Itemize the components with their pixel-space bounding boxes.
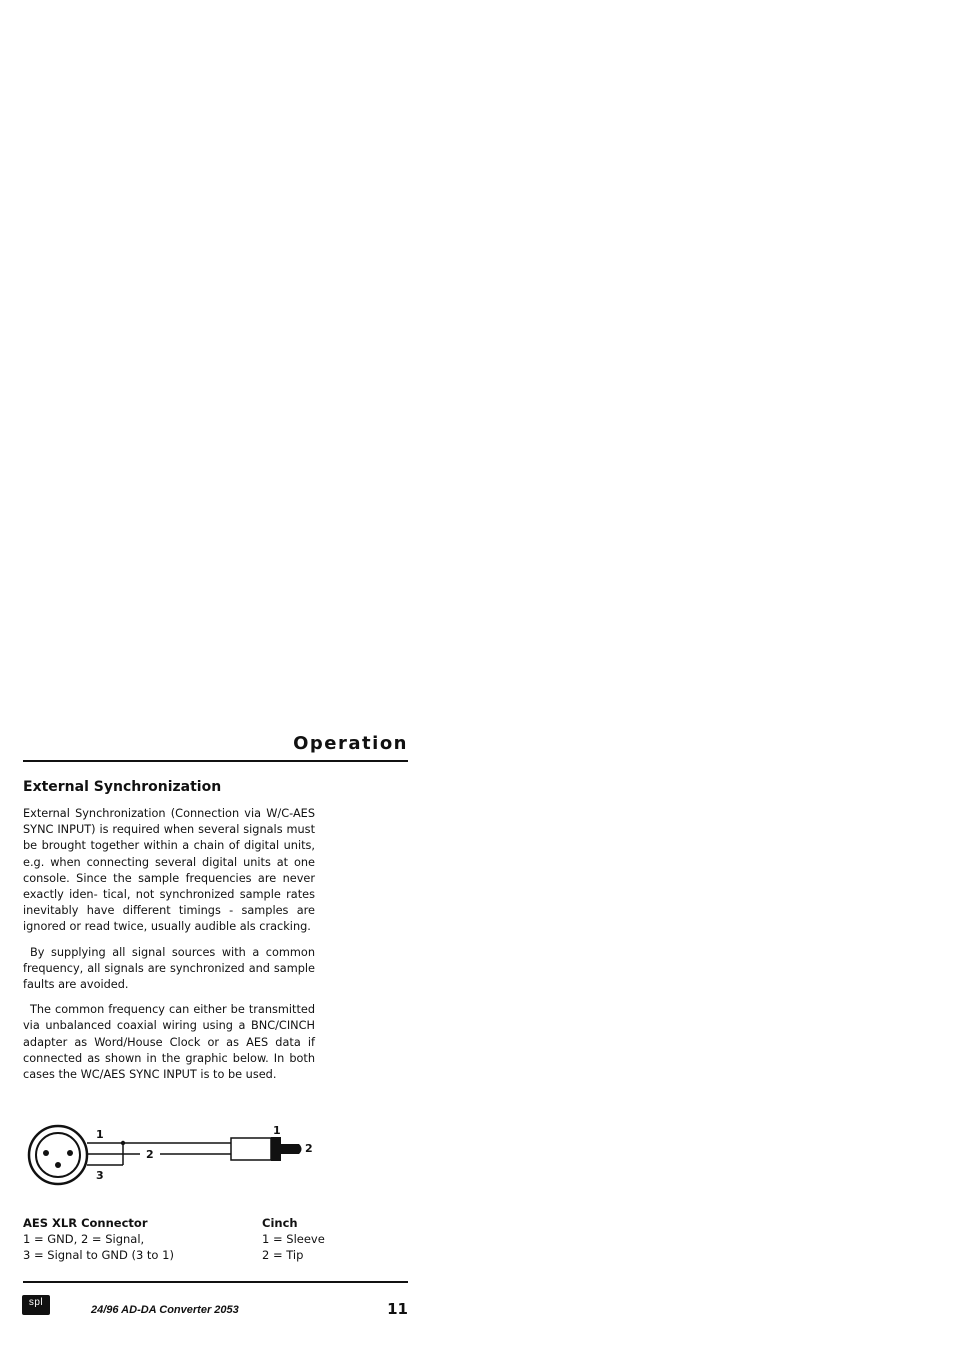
page-number: 11: [387, 1300, 408, 1318]
xlr-legend-line: 3 = Signal to GND (3 to 1): [23, 1248, 174, 1262]
xlr-legend: [23, 1215, 174, 1263]
xlr-pin-3-label: 3: [96, 1169, 104, 1182]
cinch-pin-1-label: 1: [273, 1124, 281, 1137]
xlr-legend-line: 1 = GND, 2 = Signal,: [23, 1232, 145, 1246]
xlr-pin-2-label: 2: [146, 1148, 154, 1161]
body-text: [23, 806, 315, 1092]
paragraph: External Synchronization (Connection via W/C-AES SYNC INPUT) is required when several signals must be brought together within a chain of digital units, e.g. when connecting several digital units at one console. Since the sample frequencies are never exactly iden- tical, not synchronized sample rates inevitably have different timings - samples are ignored or read twice, usually audible als cracking.: [23, 807, 315, 934]
junction-dot: [121, 1141, 125, 1145]
cinch-legend-line: 1 = Sleeve: [262, 1232, 325, 1246]
xlr-pin-dot: [67, 1150, 73, 1156]
spl-logo: [22, 1295, 50, 1315]
product-name: 24/96 AD-DA Converter 2053: [91, 1304, 239, 1316]
footer-rule: [23, 1281, 408, 1283]
logo-text: spl: [28, 1297, 44, 1308]
xlr-connector-icon: [29, 1126, 87, 1184]
cinch-plug-icon: [231, 1137, 302, 1161]
page-section-title: Operation: [293, 733, 408, 754]
xlr-legend-title: AES XLR Connector: [23, 1216, 148, 1230]
paragraph: By supplying all signal sources with a common frequency, all signals are synchronized and sample faults are avoided.: [23, 945, 315, 992]
cinch-pin-2-label: 2: [305, 1142, 313, 1155]
cinch-legend: [262, 1215, 325, 1263]
xlr-pin-dot: [43, 1150, 49, 1156]
wiring-lines: [87, 1143, 232, 1165]
section-heading: External Synchronization: [23, 779, 222, 795]
wiring-diagram: [23, 1118, 323, 1188]
cinch-legend-title: Cinch: [262, 1216, 298, 1230]
cinch-legend-line: 2 = Tip: [262, 1248, 304, 1262]
xlr-pin-1-label: 1: [96, 1128, 104, 1141]
header-rule: [23, 760, 408, 762]
paragraph: The common frequency can either be transmitted via unbalanced coaxial wiring using a BNC/CINCH adapter as Word/House Clock or as AES data if connected as shown in the graphic below. In both cases the WC/AES SYNC INPUT is to be used.: [23, 1003, 315, 1082]
xlr-pin-dot: [55, 1162, 61, 1168]
